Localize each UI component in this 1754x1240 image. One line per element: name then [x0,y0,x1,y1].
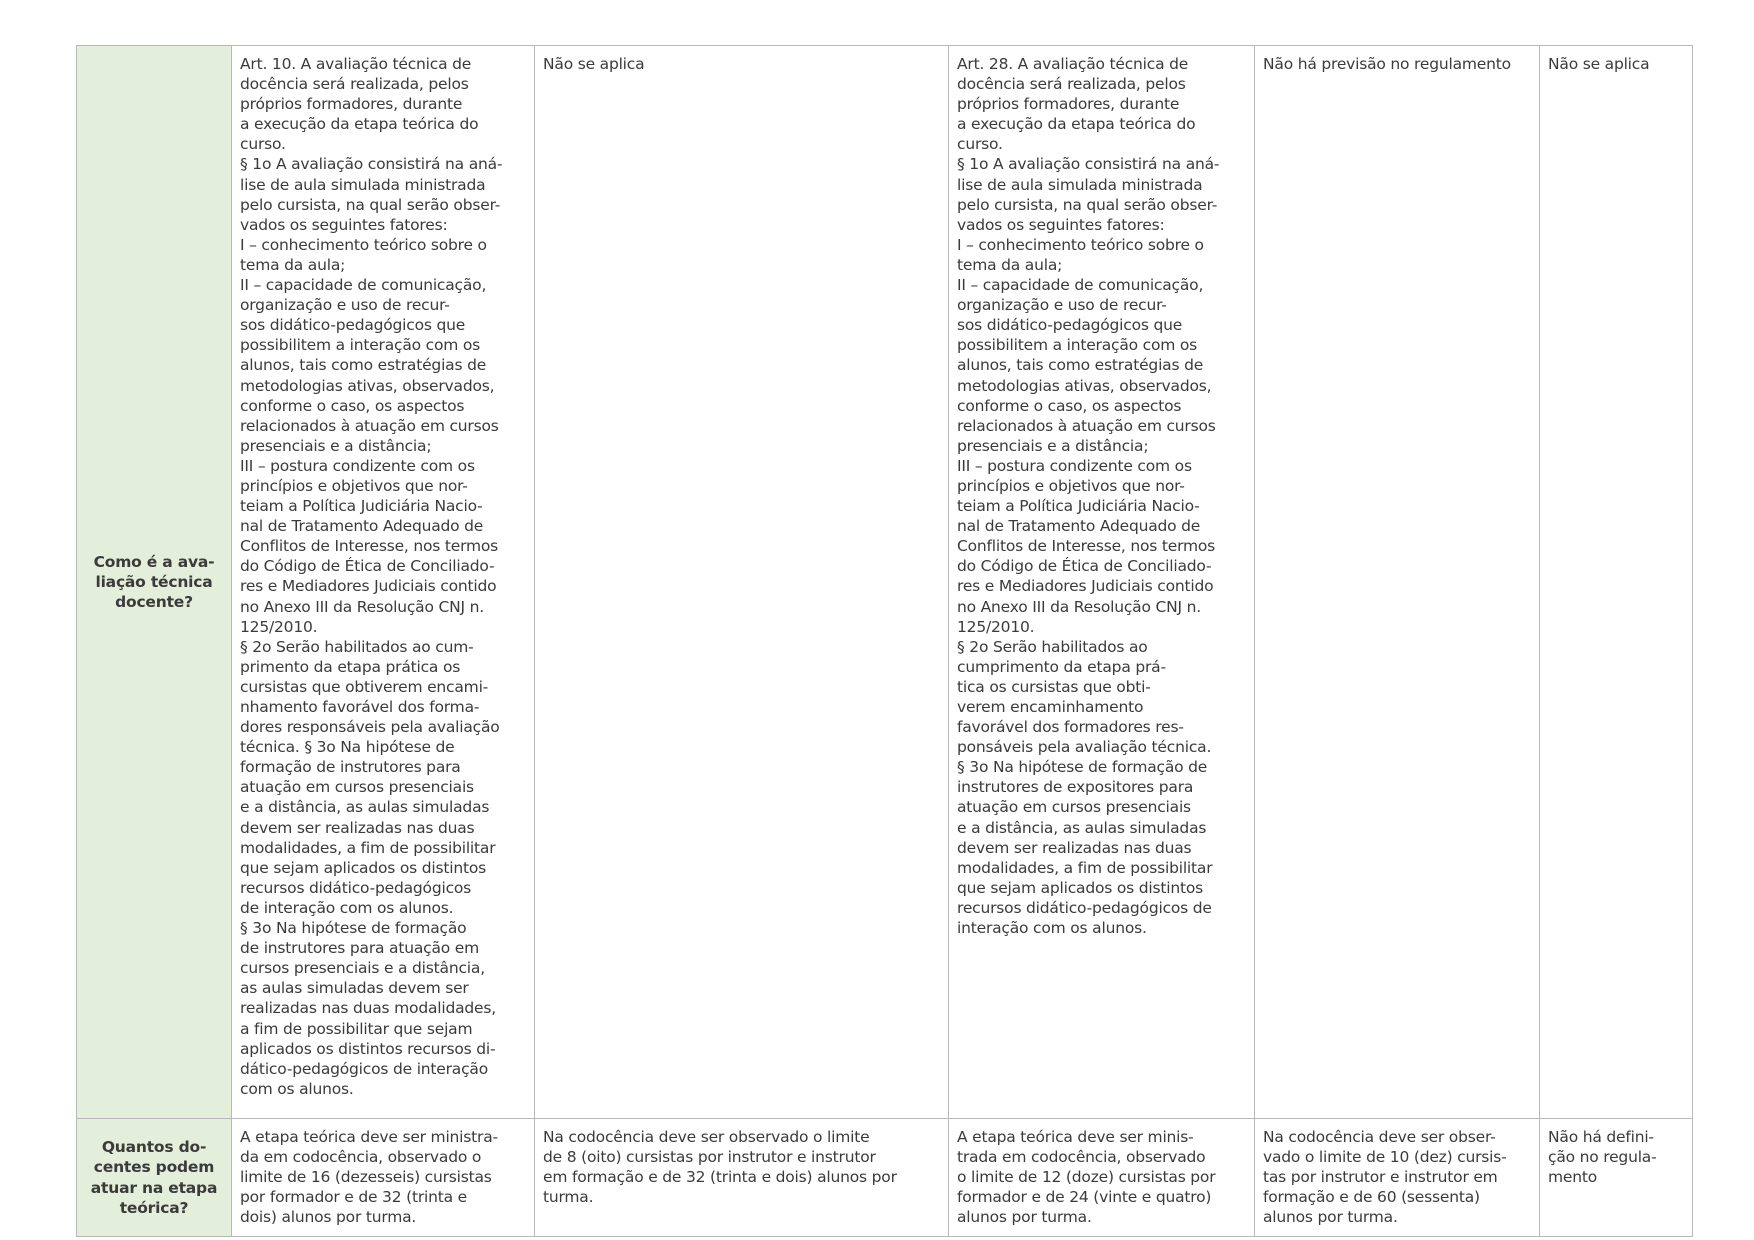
table-cell: Não se aplica [535,46,949,1119]
table-row [77,1119,1693,1237]
table-cell: A etapa teórica deve ser ministra- da em codocência, observado o limite de 16 (dezesseis) cursistas por formador e de 32 (trinta e dois) alunos por turma. [232,1119,535,1237]
table-cell: A etapa teórica deve ser minis- trada em codocência, observado o limite de 12 (doze) cursistas por formador e de 24 (vinte e quatro) alunos por turma. [949,1119,1255,1237]
table-cell: Na codocência deve ser obser- vado o limite de 10 (dez) cursis- tas por instrutor e instrutor em formação e de 60 (sessenta) alunos por turma. [1255,1119,1540,1237]
comparison-table [76,45,1693,1237]
table-cell: Art. 28. A avaliação técnica de docência será realizada, pelos próprios formadores, durante a execução da etapa teórica do curso. § 1o A avaliação consistirá na aná- lise de aula simulada ministrada pelo cursista, na qual serão obser- vados os seguintes fatores: I – conhecimento teórico sobre o tema da aula; II – capacidade de comunicação, organização e uso de recur- sos didático-pedagógicos que possibilitem a interação com os alunos, tais como estratégias de metodologias ativas, observados, conforme o caso, os aspectos relacionados à atuação em cursos presenciais e a distância; III – postura condizente com os princípios e objetivos que nor- teiam a Política Judiciária Nacio- nal de Tratamento Adequado de Conflitos de Interesse, nos termos do Código de Ética de Conciliado- res e Mediadores Judiciais contido no Anexo III da Resolução CNJ n. 125/2010. § 2o Serão habilitados ao cumprimento da etapa prá- tica os cursistas que obti- verem encaminhamento favorável dos formadores res- ponsáveis pela avaliação técnica. § 3o Na hipótese de formação de instrutores de expositores para atuação em cursos presenciais e a distância, as aulas simuladas devem ser realizadas nas duas modalidades, a fim de possibilitar que sejam aplicados os distintos recursos didático-pedagógicos de interação com os alunos. [949,46,1255,1119]
table-cell: Não se aplica [1540,46,1693,1119]
row-header: Como é a ava- liação técnica docente? [77,46,232,1119]
table-cell: Não há previsão no regulamento [1255,46,1540,1119]
table-cell: Na codocência deve ser observado o limite de 8 (oito) cursistas por instrutor e instrutor em formação e de 32 (trinta e dois) alunos por turma. [535,1119,949,1237]
table-cell: Não há defini- ção no regula- mento [1540,1119,1693,1237]
table-cell: Art. 10. A avaliação técnica de docência será realizada, pelos próprios formadores, durante a execução da etapa teórica do curso. § 1o A avaliação consistirá na aná- lise de aula simulada ministrada pelo cursista, na qual serão obser- vados os seguintes fatores: I – conhecimento teórico sobre o tema da aula; II – capacidade de comunicação, organização e uso de recur- sos didático-pedagógicos que possibilitem a interação com os alunos, tais como estratégias de metodologias ativas, observados, conforme o caso, os aspectos relacionados à atuação em cursos presenciais e a distância; III – postura condizente com os princípios e objetivos que nor- teiam a Política Judiciária Nacio- nal de Tratamento Adequado de Conflitos de Interesse, nos termos do Código de Ética de Conciliado- res e Mediadores Judiciais contido no Anexo III da Resolução CNJ n. 125/2010. § 2o Serão habilitados ao cum- primento da etapa prática os cursistas que obtiverem encami- nhamento favorável dos forma- dores responsáveis pela avaliação técnica. § 3o Na hipótese de formação de instrutores para atuação em cursos presenciais e a distância, as aulas simuladas devem ser realizadas nas duas modalidades, a fim de possibilitar que sejam aplicados os distintos recursos didático-pedagógicos de interação com os alunos. § 3o Na hipótese de formação de instrutores para atuação em cursos presenciais e a distância, as aulas simuladas devem ser realizadas nas duas modalidades, a fim de possibilitar que sejam aplicados os distintos recursos di- dático-pedagógicos de interação com os alunos. [232,46,535,1119]
row-header: Quantos do- centes podem atuar na etapa teórica? [77,1119,232,1237]
table-row [77,46,1693,1119]
